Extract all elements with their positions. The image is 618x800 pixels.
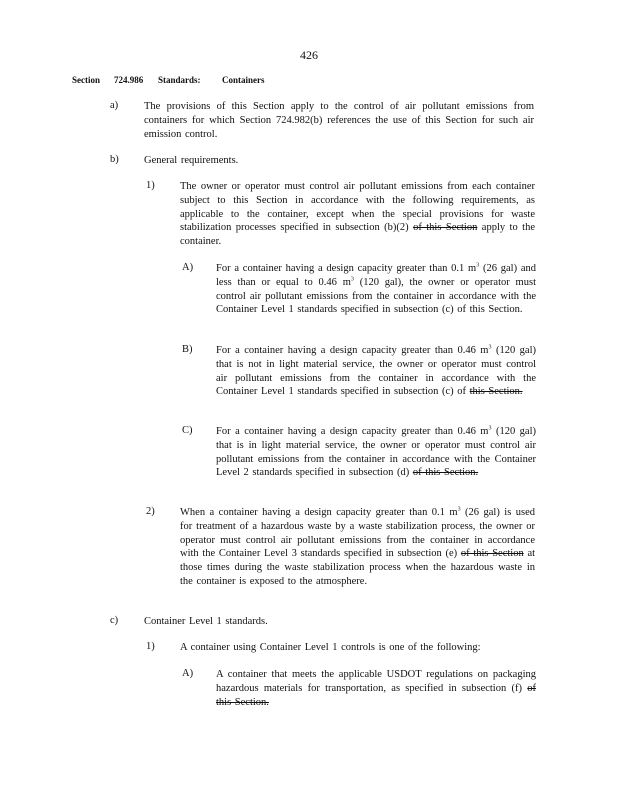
b1C-sup: 3 (488, 425, 492, 432)
subsection-b-label: b) (110, 154, 119, 165)
b2-text-mid: (26 gal) is used for treatment of a hazardous waste by a waste stabilization process, the owner or operator must control air pollutant emissions from the container in accordance with the Container Level 3 standards specified in subsection (e) (180, 507, 536, 560)
c1A-text (216, 668, 536, 709)
section-topic: Containers (222, 75, 265, 85)
b1C-label: C) (182, 425, 193, 436)
b1A-sup1: 3 (476, 262, 480, 269)
page-number: 426 (300, 48, 318, 62)
b1B-text (216, 344, 536, 399)
subsection-c-heading: Container Level 1 standards. (144, 616, 268, 627)
section-number: 724.986 (114, 75, 144, 85)
b1A-text-pre: For a container having a design capacity greater than 0.1 m (216, 263, 477, 274)
b1-struck-text: of this Section (413, 222, 478, 234)
b1B-text-pre: For a container having a design capacity greater than 0.46 m (216, 345, 489, 356)
b1C-text-pre: For a container having a design capacity greater than 0.46 m (216, 426, 489, 437)
b2-text-pre: When a container having a design capacity greater than 0.1 m (180, 507, 458, 518)
b1-text (180, 180, 535, 249)
b1B-text-post: (120 gal) that is not in light material service, the owner or operator must control air pollutant emissions from the container in accordance with the Container Level 1 standards specified in subsection (c) of (216, 345, 536, 398)
c1A-label: A) (182, 668, 194, 679)
b1-label: 1) (146, 180, 155, 191)
b2-text (180, 506, 535, 589)
b1-text-before: The owner or operator must control air pollutant emissions from each container subject to this Section in accordance with the following requirements, as applicable to the container, except when the special provisions for waste stabilization processes specified in subsection (b)(2) (180, 181, 535, 234)
b2-sup: 3 (457, 506, 461, 513)
b1A-text (216, 262, 536, 317)
b1B-struck-text: this Section. (469, 386, 523, 398)
b1C-text (216, 425, 536, 480)
c1A-struck-text: of this Section. (216, 682, 536, 708)
b2-text-post: at those times during the waste stabilization process when the hazardous waste in the container is exposed to the atmosphere. (180, 548, 536, 587)
b1A-sup2: 3 (350, 276, 354, 283)
subsection-b-heading: General requirements. (144, 155, 239, 166)
c1-label: 1) (146, 641, 155, 652)
b1A-label: A) (182, 262, 194, 273)
c1-text: A container using Container Level 1 controls is one of the following: (180, 642, 481, 653)
b2-struck-text: of this Section (460, 548, 524, 560)
b1C-struck-text: of this Section. (412, 467, 479, 479)
subsection-c-label: c) (110, 615, 119, 626)
subsection-a-text: The provisions of this Section apply to the control of air pollutant emissions from containers for which Section 724.982(b) references the use of this Section for such air emission control. (144, 101, 534, 140)
b1A-text-post: (120 gal), the owner or operator must control air pollutant emissions from the container in accordance with the Container Level 1 standards specified in subsection (c) of this Section. (216, 276, 536, 316)
b1B-label: B) (182, 344, 193, 355)
standards-label: Standards: (158, 75, 201, 85)
c1A-text-main: A container that meets the applicable USDOT regulations on packaging hazardous materials for transportation, as specified in subsection (f) (216, 669, 536, 694)
section-label: Section (72, 75, 100, 85)
b1A-text-mid: (26 gal) and less than or equal to 0.46 m (216, 263, 537, 288)
b1B-sup: 3 (488, 344, 492, 351)
b2-label: 2) (146, 506, 155, 517)
b1-text-after: apply to the container. (180, 222, 535, 248)
b1C-text-post: (120 gal) that is in light material service, the owner or operator must control air pollutant emissions from the container in accordance with the Container Level 2 standards specified in subsection (d) (216, 426, 536, 479)
subsection-a-label: a) (110, 100, 119, 111)
